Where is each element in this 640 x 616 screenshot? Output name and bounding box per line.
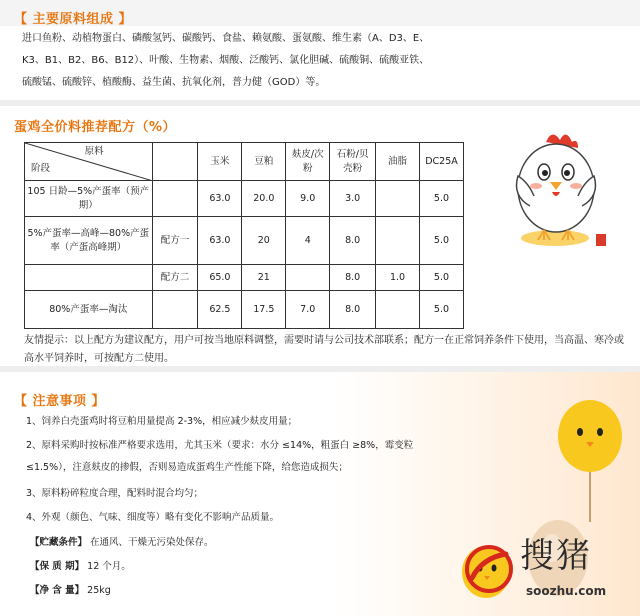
value-cell: 20 bbox=[242, 217, 286, 265]
value-cell: 8.0 bbox=[330, 217, 376, 265]
ingredients-line-2: K3、B1、B2、B6、B12）、叶酸、生物素、烟酸、泛酸钙、氯化胆碱、硫酸铜、硫酸亚铁、 bbox=[22, 55, 430, 66]
friendly-tip: 友情提示：以上配方为建议配方，用户可按当地原料调整，需要时请与公司技术部联系；配方一在正常饲养条件下使用，当高温、寒冷或高水平饲养时，可按配方二使用。 bbox=[24, 335, 624, 364]
formula-table bbox=[24, 142, 464, 329]
net-content bbox=[30, 582, 111, 596]
value-cell: 5.0 bbox=[419, 181, 463, 217]
column-header: 豆粕 bbox=[242, 143, 286, 181]
table-row bbox=[25, 291, 464, 329]
note-4: 4、外观（颜色、气味、细度等）略有变化不影响产品质量。 bbox=[26, 512, 280, 523]
material-label: 原料 bbox=[84, 146, 104, 157]
value-cell: 4 bbox=[286, 217, 330, 265]
formula-heading: 蛋鸡全价料推荐配方（%） bbox=[14, 120, 177, 135]
stage-cell: 80%产蛋率—淘汰 bbox=[25, 291, 153, 329]
value-cell: 63.0 bbox=[198, 217, 242, 265]
column-header: 石粉/贝壳粉 bbox=[330, 143, 376, 181]
value-cell: 62.5 bbox=[198, 291, 242, 329]
brand-logo bbox=[462, 542, 516, 596]
plan-cell bbox=[152, 291, 198, 329]
ingredients-line-3: 硫酸锰、硫酸锌、植酸酶、益生菌、抗氧化剂，普力健（GOD）等。 bbox=[22, 77, 326, 88]
column-header: 玉米 bbox=[198, 143, 242, 181]
value-cell: 7.0 bbox=[286, 291, 330, 329]
value-cell: 8.0 bbox=[330, 291, 376, 329]
notes-section bbox=[0, 366, 640, 616]
notes-heading: 【 注意事项 】 bbox=[14, 394, 106, 409]
note-2-line-2: ≤1.5%），注意麸皮的掺假，否则易造成蛋鸡生产性能下降，给您造成损失； bbox=[26, 462, 348, 473]
value-cell bbox=[376, 291, 420, 329]
note-1: 1、饲养白壳蛋鸡时将豆粕用量提高 2-3%，相应减少麸皮用量； bbox=[26, 416, 298, 427]
table-row bbox=[25, 265, 464, 291]
table-row bbox=[25, 181, 464, 217]
note-3: 3、原料粉碎粒度合理，配料时混合均匀； bbox=[26, 488, 204, 499]
stage-cell: 105 日龄—5%产蛋率（预产期） bbox=[25, 181, 153, 217]
diagonal-header-cell bbox=[25, 143, 153, 181]
plan-cell: 配方一 bbox=[152, 217, 198, 265]
ingredients-section bbox=[0, 0, 640, 100]
plan-cell: 配方二 bbox=[152, 265, 198, 291]
value-cell bbox=[376, 217, 420, 265]
value-cell: 17.5 bbox=[242, 291, 286, 329]
value-cell: 8.0 bbox=[330, 265, 376, 291]
table-header-row bbox=[25, 143, 464, 181]
shelf-life bbox=[30, 558, 131, 572]
stage-cell bbox=[25, 265, 153, 291]
stage-label: 阶段 bbox=[31, 163, 51, 174]
value-cell: 21 bbox=[242, 265, 286, 291]
value-cell: 5.0 bbox=[419, 265, 463, 291]
plan-header-cell bbox=[152, 143, 198, 181]
value-cell: 65.0 bbox=[198, 265, 242, 291]
value-cell: 5.0 bbox=[419, 291, 463, 329]
column-header: DC25A bbox=[419, 143, 463, 181]
net-key: 【净 含 量】 bbox=[30, 585, 85, 596]
ingredients-heading: 【 主要原料组成 】 bbox=[14, 12, 133, 27]
value-cell: 1.0 bbox=[376, 265, 420, 291]
value-cell: 3.0 bbox=[330, 181, 376, 217]
value-cell bbox=[286, 265, 330, 291]
value-cell: 20.0 bbox=[242, 181, 286, 217]
storage-value: 在通风、干燥无污染处保存。 bbox=[90, 537, 214, 548]
value-cell: 9.0 bbox=[286, 181, 330, 217]
note-2-line-1: 2、原料采购时按标准严格要求选用，尤其玉米（要求：水分 ≤14%，粗蛋白 ≥8%，霉变粒 bbox=[26, 440, 414, 451]
chicken-illustration bbox=[500, 126, 610, 256]
plan-cell bbox=[152, 181, 198, 217]
brand-name: 搜猪 bbox=[520, 536, 592, 576]
stage-cell: 5%产蛋率—高峰—80%产蛋率（产蛋高峰期） bbox=[25, 217, 153, 265]
value-cell bbox=[376, 181, 420, 217]
value-cell: 63.0 bbox=[198, 181, 242, 217]
value-cell: 5.0 bbox=[419, 217, 463, 265]
net-value: 25kg bbox=[87, 585, 111, 596]
formula-section bbox=[0, 100, 640, 366]
storage-conditions bbox=[30, 534, 214, 548]
shelf-value: 12 个月。 bbox=[87, 561, 131, 572]
table-row bbox=[25, 217, 464, 265]
column-header: 油脂 bbox=[376, 143, 420, 181]
storage-key: 【贮藏条件】 bbox=[30, 537, 88, 548]
brand-url: soozhu.com bbox=[526, 584, 607, 598]
column-header: 麸皮/次粉 bbox=[286, 143, 330, 181]
shelf-key: 【保 质 期】 bbox=[30, 561, 85, 572]
ingredients-line-1: 进口鱼粉、动植物蛋白、磷酸氢钙、碳酸钙、食盐、赖氨酸、蛋氨酸、维生素（A、D3、E、 bbox=[22, 33, 430, 44]
